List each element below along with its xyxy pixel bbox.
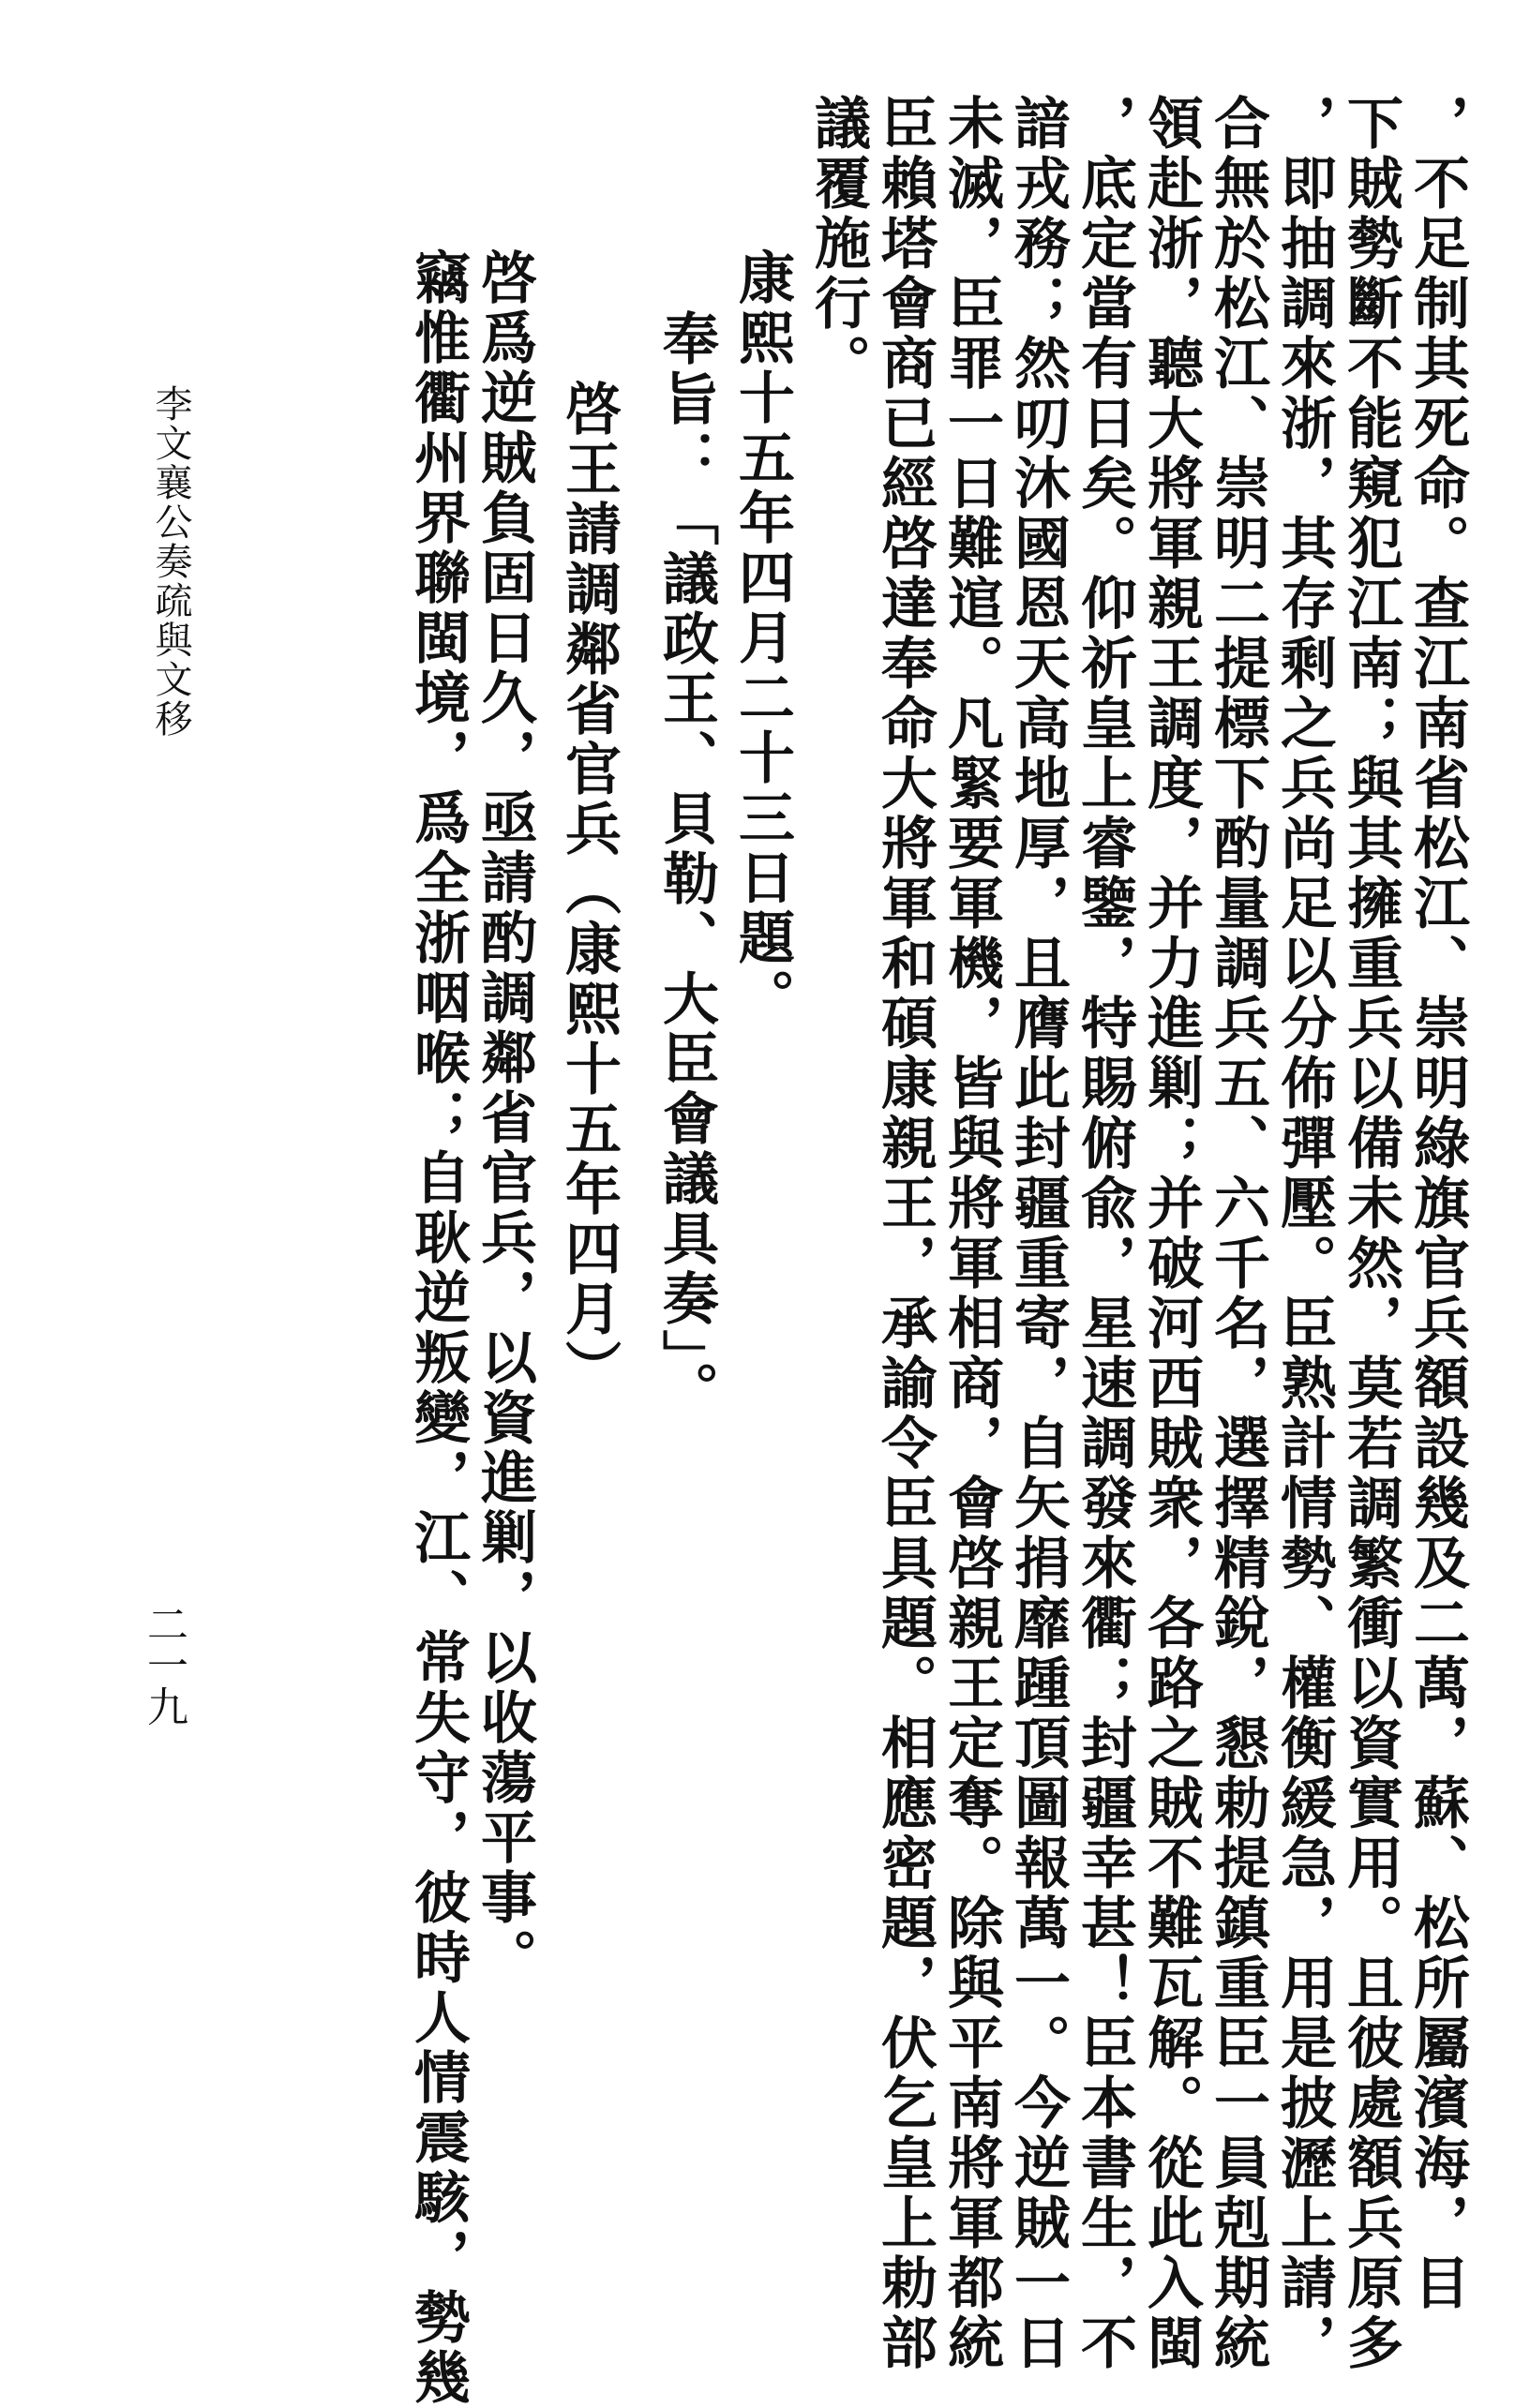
page-number: 二一九 [140, 1603, 188, 1727]
text-column-14: 啓爲逆賊負固日久，亟請酌調鄰省官兵，以資進剿，以收蕩平事。 [472, 248, 537, 1988]
text-column-9: 臣賴塔會商已經啓達奉命大將軍和碩康親王，承諭令臣具題。相應密題，伏乞皇上勅部 [872, 94, 938, 2373]
date-line: 康熙十五年四月二十三日題。 [729, 248, 795, 1028]
text-column-6: ，底定當有日矣。仰祈皇上睿鑒，特賜俯兪，星速調發來衢；封疆幸甚！臣本書生，不 [1072, 94, 1137, 2373]
text-column-4: 合無於松江、崇明二提標下酌量調兵五、六千名，選擇精銳，懇勅提鎮重臣一員剋期統 [1205, 94, 1270, 2373]
section-heading: 啓王請調鄰省官兵（康熙十五年四月） [556, 380, 622, 1399]
text-column-15: 竊惟衢州界聯閩境，爲全浙咽喉；自耿逆叛變，江、常失守，彼時人情震駭，勢幾 [405, 248, 471, 2408]
text-column-10: 議覆施行。 [805, 94, 871, 394]
text-column-8: 未滅，臣罪一日難逭。凡緊要軍機，皆與將軍相商，會啓親王定奪。除與平南將軍都統 [938, 94, 1004, 2373]
text-column-3: ，即抽調來浙，其存剩之兵尚足以分佈彈壓。臣熟計情勢、權衡緩急，用是披瀝上請， [1271, 94, 1337, 2373]
text-column-5: 領赴浙，聽大將軍親王調度，并力進剿；并破河西賊衆，各路之賊不難瓦解。從此入閩 [1138, 94, 1204, 2373]
text-column-7: 諳戎務；然叨沐國恩天高地厚，且膺此封疆重寄，自矢捐靡踵頂圖報萬一。今逆賊一日 [1005, 94, 1071, 2373]
text-column-2: 下賊勢斷不能窺犯江南；與其擁重兵以備未然，莫若調繁衝以資實用。且彼處額兵原多 [1338, 94, 1403, 2373]
imperial-rescript: 奉旨：「議政王、貝勒、大臣會議具奏」。 [653, 309, 719, 1421]
running-header: 李文襄公奏疏與文移 [149, 384, 192, 739]
text-column-1: ，不足制其死命。查江南省松江、崇明綠旗官兵額設幾及二萬，蘇、松所屬濱海，目 [1404, 94, 1470, 2313]
